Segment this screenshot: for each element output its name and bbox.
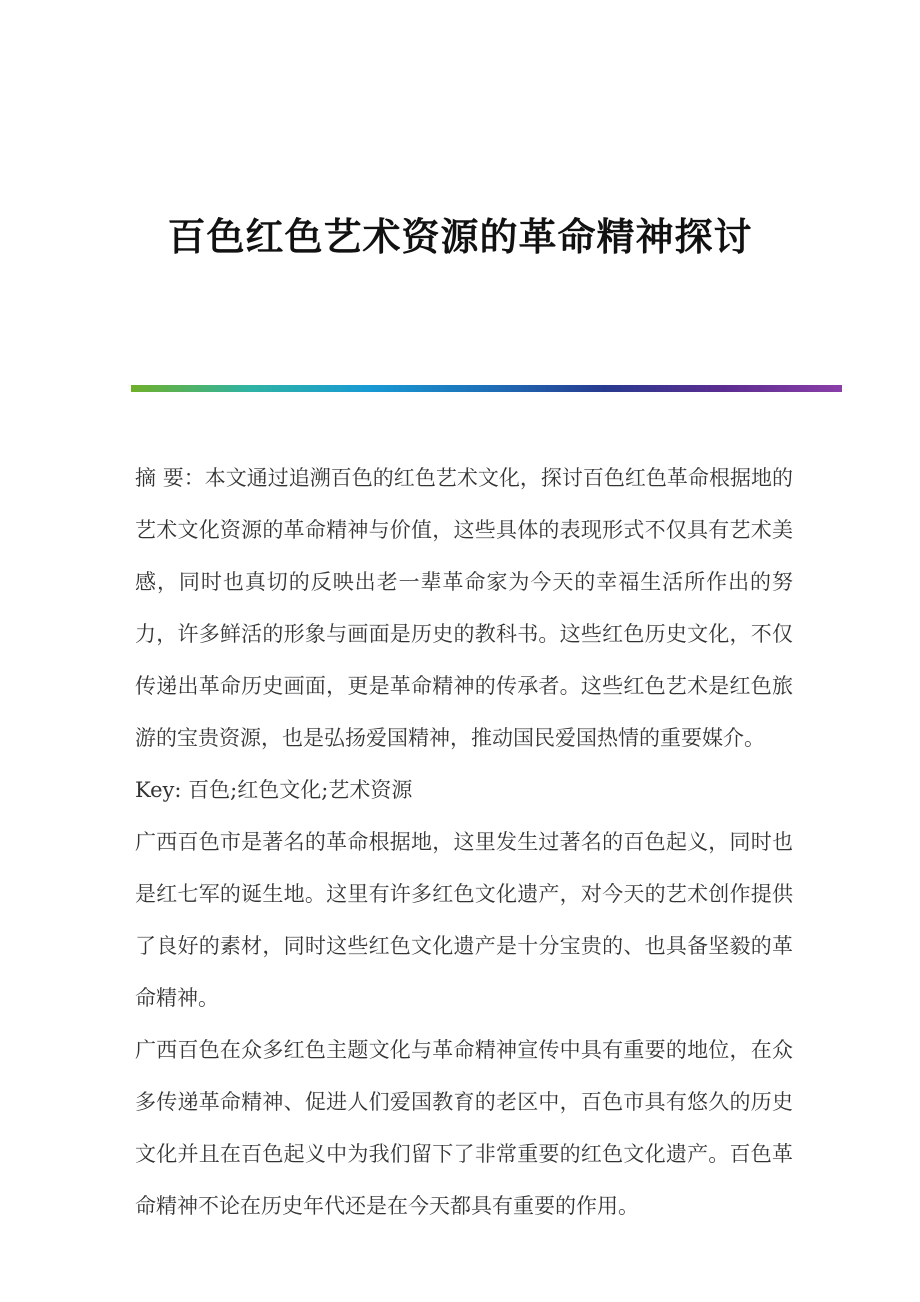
- gradient-divider: [131, 385, 842, 392]
- body-paragraph-1: 广西百色市是著名的革命根据地，这里发生过著名的百色起义，同时也是红七军的诞生地。这里有许多红色文化遗产，对今天的艺术创作提供了良好的素材，同时这些红色文化遗产是十分宝贵的、也具备坚毅的革命精神。: [135, 830, 793, 1010]
- abstract-paragraph: 摘 要：本文通过追溯百色的红色艺术文化，探讨百色红色革命根据地的艺术文化资源的革命精神与价值，这些具体的表现形式不仅具有艺术美感，同时也真切的反映出老一辈革命家为今天的幸福生活所作出的努力，许多鲜活的形象与画面是历史的教科书。这些红色历史文化，不仅传递出革命历史画面，更是革命精神的传承者。这些红色艺术是红色旅游的宝贵资源，也是弘扬爱国精神，推动国民爱国热情的重要媒介。: [135, 466, 793, 750]
- document-title: 百色红色艺术资源的革命精神探讨: [167, 214, 753, 259]
- document-body: [135, 452, 793, 1232]
- keywords-line: Key: 百色;红色文化;艺术资源: [135, 778, 413, 802]
- body-paragraph-2: 广西百色在众多红色主题文化与革命精神宣传中具有重要的地位，在众多传递革命精神、促进人们爱国教育的老区中，百色市具有悠久的历史文化并且在百色起义中为我们留下了非常重要的红色文化遗产。百色革命精神不论在历史年代还是在今天都具有重要的作用。: [135, 1038, 793, 1218]
